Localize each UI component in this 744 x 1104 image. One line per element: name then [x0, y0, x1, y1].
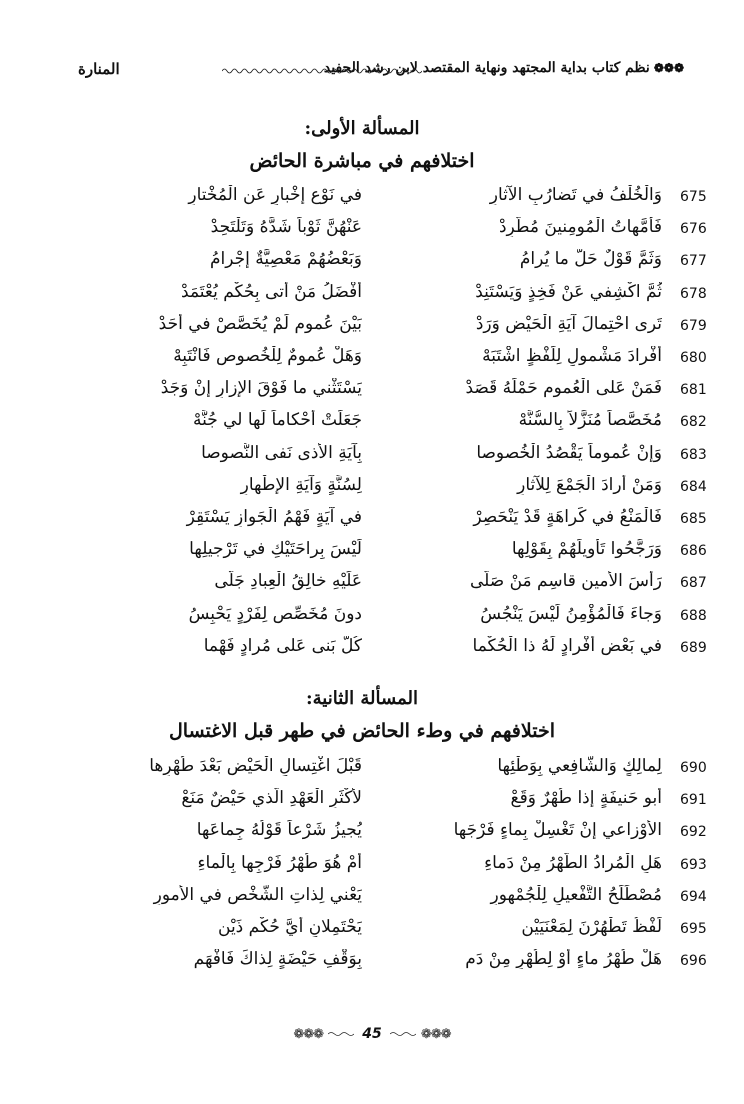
first-hemistich: وَالْخُلْفُ في تَضارُبِ الآثارِ [489, 185, 662, 205]
issue-heading-2: المسألة الثانية: [306, 688, 418, 709]
second-hemistich: لَيْسَ بِراحَتَيْكِ في تَرْجيلِها [189, 539, 362, 560]
verse-row [0, 282, 744, 314]
verse-row [0, 853, 744, 885]
verse-row [0, 185, 744, 217]
second-hemistich: كُلٌّ بَنى عَلى مُرادٍ فَهْما [203, 635, 362, 656]
verse-number: 683 [680, 446, 707, 463]
verse-number: 680 [680, 350, 707, 366]
first-hemistich: الأَوْزاعي إنْ تَغْسِلْ بِماءٍ فَرْجَها [453, 820, 662, 841]
second-hemistich: يَعْني لِذاتِ الشَّخْصِ في الأُمورِ [153, 884, 362, 905]
second-hemistich: في نَوْعِ إخْبارٍ عَنِ الْمُخْتارِ [188, 185, 362, 205]
verse-number: 685 [680, 511, 707, 527]
second-hemistich: عَنْهُنَّ ثَوْباً شَدَّهُ وَتَلْتَحِدْ [210, 217, 362, 238]
verse-row [0, 820, 744, 852]
verse-row [0, 314, 744, 346]
first-hemistich: هَلِ الْمُرادُ الطُّهْرُ مِنْ دَماءِ [484, 852, 662, 873]
second-hemistich: دونَ مُخَصِّصٍ لِفَرْدٍ يَحْبِسُ [188, 603, 362, 624]
second-hemistich: لِسُنَّةٍ وَآيَةِ الإطْهارِ [240, 474, 362, 495]
issue-heading-1: المسألة الأولى: [304, 118, 420, 139]
first-hemistich: فَمَنْ عَلى الْعُمومِ حَمْلَهُ قَصَدْ [465, 378, 662, 399]
first-hemistich: فَأُمَّهاتُ الْمُومِنينَ مُطَّرِدْ [498, 217, 662, 238]
verse-row [0, 604, 744, 636]
wavy-line-left [328, 1030, 354, 1038]
first-hemistich: لَفْظُ تَطْهُرْنَ لِمَعْنَيَيْنِ [521, 917, 662, 937]
first-hemistich: مُخَصَّصاً مُنَزَّلاً بِالسُّنَّهْ [518, 410, 662, 431]
verse-row [0, 917, 744, 949]
second-hemistich: جَعَلَتْ أَحْكاماً لَها لي جُنَّهْ [192, 410, 362, 431]
verse-row [0, 636, 744, 668]
verse-number: 691 [680, 792, 707, 809]
second-hemistich: يَسْتَثْني ما فَوْقَ الإزارِ إنْ وَجَدْ [160, 378, 362, 399]
verse-row [0, 756, 744, 788]
section-name: المنارة [78, 60, 120, 78]
verse-number: 681 [680, 382, 707, 399]
first-hemistich: هَلْ طُهْرُ ماءٍ أَوْ لِطُهْرٍ مِنْ دَمِ [465, 949, 662, 970]
verse-number: 677 [680, 253, 707, 270]
verse-row [0, 571, 744, 603]
wavy-divider [222, 66, 422, 76]
first-hemistich: ثُمَّ اكْشِفي عَنْ فَخِذٍ وَيَسْتَنِدْ [475, 281, 662, 302]
second-hemistich: وَهَلْ عُمومٌ لِلْخُصوصِ فَانْتَبِهْ [173, 346, 362, 366]
verse-number: 684 [680, 478, 707, 495]
second-hemistich: بِآيَةِ الأَذى نَفى النُّصوصا [201, 442, 362, 463]
verse-row [0, 475, 744, 507]
issue-title-1: اختلافهم في مباشرة الحائض [249, 150, 475, 172]
first-hemistich: وَرَجَّحُوا تَأْويلَهُمْ بِقَوْلِها [511, 539, 662, 560]
verse-number: 694 [680, 888, 707, 905]
first-hemistich: تَرى احْتِمالَ آيَةِ الْحَيْضِ وَرَدْ [475, 313, 662, 334]
verse-number: 692 [680, 824, 707, 841]
verse-number: 676 [680, 221, 707, 238]
first-hemistich: رَأْسَ الأَمينِ قاسِمٍ مَنْ صَلّى [469, 571, 662, 592]
verse-number: 693 [680, 856, 707, 873]
verse-row [0, 788, 744, 820]
verse-row [0, 539, 744, 571]
wavy-line-right [390, 1030, 416, 1038]
second-hemistich: بِوَقْفِ حَيْضَةٍ لِذاكَ فَافْهَمِ [193, 949, 362, 970]
first-hemistich: وَمَنْ أَرادَ الْجَمْعَ لِلآثارِ [517, 474, 662, 495]
second-hemistich: عَلَيْهِ خالِقُ الْعِبادِ جَلّى [214, 571, 362, 592]
verse-number: 695 [680, 921, 707, 937]
verse-number: 682 [680, 414, 707, 431]
first-hemistich: وَثَمَّ قَوْلٌ حَلَّ ما يُرامُ [519, 249, 662, 270]
first-hemistich: في بَعْضِ أَفْرادٍ لَهُ ذا الْحُكْما [472, 635, 662, 656]
book-title-text: نظم كتاب بداية المجتهد ونهاية المقتصد لابن رشد الحفيد [323, 60, 650, 76]
second-hemistich: في آيَةٍ فَهْمُ الْجَوازِ يَسْتَقِرْ [186, 507, 362, 527]
verse-row [0, 378, 744, 410]
first-hemistich: فَالْمَنْعُ في كَراهَةٍ قَدْ يَنْحَصِرْ [473, 507, 662, 527]
verse-number: 689 [680, 639, 707, 656]
first-hemistich: مُصْطَلَحُ التَّفْعيلِ لِلْجُمْهورِ [490, 884, 662, 905]
verse-number: 687 [680, 575, 707, 592]
flower-ornament-icon: ❁❁❁ [293, 1027, 324, 1042]
page-number: 45 [362, 1026, 382, 1042]
second-hemistich: يُجيزُ شَرْعاً قَوْلُهُ جِماعَها [196, 820, 362, 841]
second-hemistich: أَمْ هُوَ طُهْرُ فَرْجِها بِالْماءِ [197, 852, 362, 873]
verse-row [0, 949, 744, 981]
verse-number: 696 [680, 953, 707, 970]
verse-row [0, 885, 744, 917]
second-hemistich: بَيْنَ عُمومٍ لَمْ يُخَصَّصْ في أَحَدْ [158, 313, 362, 334]
first-hemistich: أَفْرادَ مَشْمولٍ لِلَفْظٍ اشْتَبَهْ [482, 346, 662, 366]
first-hemistich: وَإنْ عُموماً يَقْصُدُ الْخُصوصا [476, 442, 662, 463]
first-hemistich: لِمالِكٍ وَالشّافِعي بِوَطْئِها [497, 756, 662, 776]
first-hemistich: وَجاءَ فَالْمُؤْمِنُ لَيْسَ يَنْجُسُ [480, 603, 662, 624]
verse-number: 686 [680, 543, 707, 560]
verse-number: 688 [680, 607, 707, 624]
verse-row [0, 346, 744, 378]
verse-number: 690 [680, 760, 707, 776]
verse-number: 675 [680, 189, 707, 205]
running-header [78, 58, 684, 88]
verse-row [0, 507, 744, 539]
verse-row [0, 249, 744, 281]
second-hemistich: يَحْتَمِلانِ أَيَّ حُكْمِ ذَيْنِ [218, 917, 362, 937]
first-hemistich: أَبو حَنيفَةٍ إذا طُهْرٌ وَقَعْ [510, 788, 662, 809]
verse-number: 679 [680, 317, 707, 334]
page-footer [272, 1023, 472, 1047]
second-hemistich: أَفْضَلُ مَنْ أَتى بِحُكْمٍ يُعْتَمَدْ [181, 281, 362, 302]
flower-ornament-icon: ❁❁❁ [420, 1027, 451, 1042]
flower-ornament-icon: ❁❁❁ [653, 61, 684, 75]
verse-row [0, 443, 744, 475]
verse-number: 678 [680, 285, 707, 302]
second-hemistich: لأَكْثَرِ الْعَهْدِ الَّذي حَيْضٌ مَنَعْ [181, 788, 362, 809]
verse-row [0, 217, 744, 249]
issue-title-2: اختلافهم في وطء الحائض في طهر قبل الاغتسال [169, 720, 555, 742]
verse-row [0, 410, 744, 442]
second-hemistich: وَبَعْضُهُمْ مَعْصِيَّةٌ إجْرامُ [210, 249, 362, 270]
second-hemistich: قَبْلَ اغْتِسالِ الْحَيْضِ بَعْدَ طُهْرِها [149, 756, 362, 776]
